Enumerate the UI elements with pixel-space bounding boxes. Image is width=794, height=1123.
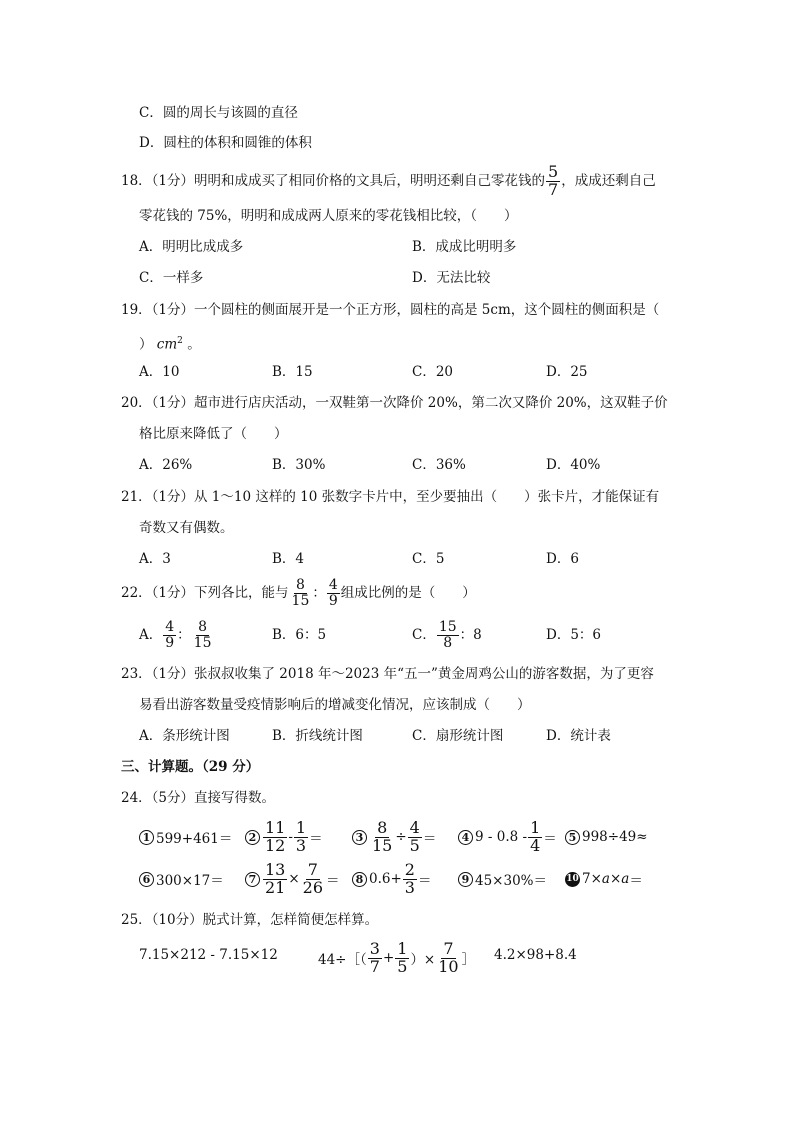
q22-text-post: 组成比例的是（ ） (340, 585, 476, 602)
q24-item-7-frac-2 (301, 859, 325, 897)
q22-a-f2-denominator: 15 (193, 634, 212, 651)
q18-option-b: B．成成比明明多 (412, 239, 517, 255)
q24-item-4-n: 1 (530, 817, 541, 837)
q24-item-6-expr: 300×17＝ (156, 873, 224, 889)
q22-option-b: B．6：5 (272, 627, 327, 643)
q18-option-c: C．一样多 (139, 270, 204, 286)
q22-colon: ： (312, 585, 326, 602)
q20-option-d: D．40% (546, 457, 601, 473)
circled-number-4: 4 (458, 830, 473, 845)
q22-c-numerator: 15 (438, 619, 457, 635)
q18-fraction (546, 164, 560, 199)
q18-stem-line1 (121, 164, 656, 199)
q22-option-a-label: A． (139, 627, 163, 644)
q19-text-b: 。 (187, 336, 201, 353)
q25-expr-2-plus: + (382, 950, 395, 966)
q20-option-c: C．36% (412, 457, 466, 473)
q24-item-4-eq: ＝ (543, 831, 557, 847)
q24-item-10-eq: ＝ (629, 873, 643, 889)
q19-stem-line2 (139, 331, 201, 355)
q20-stem-line2: 格比原来降低了（ ） (139, 426, 288, 442)
q25-expr-3: 4.2×98+8.4 (494, 947, 577, 963)
q25-expr-2-frac-2 (395, 938, 409, 976)
q25-expr-2-n1: 3 (369, 938, 380, 958)
q24-item-4-frac (528, 817, 542, 855)
q22-a-frac-2 (192, 620, 214, 650)
q24-item-1 (139, 822, 232, 852)
q24-item-3 (352, 818, 436, 856)
q24-item-4-d: 4 (530, 835, 541, 855)
q21-option-c: C．5 (412, 551, 445, 567)
q20-option-a: A．26% (139, 457, 193, 473)
q22-fraction-2 (327, 578, 340, 608)
q24-item-2-n2: 1 (295, 817, 307, 837)
q24-item-7-frac-1 (263, 859, 287, 897)
q18-stem-line2: 零花钱的 75%，明明和成成两人原来的零花钱相比较，（ ） (139, 208, 518, 224)
q18-text-b: ，成成还剩自己 (561, 173, 656, 190)
q23-option-c: C．扇形统计图 (412, 728, 504, 744)
q22-f2-numerator: 4 (328, 577, 338, 593)
q23-stem-line1: 23．（1分）张叔叔收集了 2018 年～2023 年“五一”黄金周鸡公山的游客数据，为了更容 (121, 666, 654, 682)
q25-expr-2-n2: 1 (397, 938, 408, 958)
q19-unit-sup: 2 (177, 336, 183, 346)
q23-stem-line2: 易看出游客数量受疫情影响后的增减变化情况，应该制成（ ） (139, 697, 531, 713)
q22-c-denominator: 8 (443, 634, 453, 651)
q24-item-3-eq: ＝ (422, 831, 437, 847)
q22-a-colon: ： (177, 627, 191, 644)
q24-item-10-var-1: a (601, 871, 610, 887)
q24-item-4-expr: 9 - 0.8 - (475, 829, 528, 845)
q24-item-7-n2: 7 (307, 859, 318, 879)
q22-c-post: ：8 (459, 627, 482, 644)
q24-item-5-expr: 998÷49≈ (582, 829, 648, 845)
q24-item-3-d2: 5 (409, 835, 420, 855)
q25-expr-2-d2: 5 (397, 956, 408, 976)
q24-item-2-op: - (288, 829, 293, 845)
q24-item-10-expr: 7× (582, 871, 602, 887)
section-3-heading: 三、计算题。（29 分） (121, 759, 260, 775)
q23-option-a: A．条形统计图 (139, 728, 230, 744)
q20-stem-line1: 20．（1分）超市进行店庆活动，一双鞋第一次降价 20%，第二次又降价 20%，这双鞋子价 (121, 395, 668, 411)
q24-item-4 (458, 818, 557, 856)
q24-item-10 (565, 864, 643, 894)
q24-item-10-var-2: a (621, 871, 630, 887)
q24-item-10-times: × (609, 871, 622, 887)
q24-item-7-op: × (288, 871, 300, 887)
q22-option-c-label: C． (412, 627, 436, 644)
q24-item-2 (245, 818, 323, 856)
circled-number-1: 1 (139, 830, 154, 845)
q19-option-b: B．15 (272, 364, 313, 380)
q20-option-b: B．30% (272, 457, 326, 473)
q24-item-7-d1: 21 (265, 877, 286, 897)
circled-number-10: 10 (565, 872, 580, 887)
q19-option-d: D．25 (546, 364, 588, 380)
q19-unit: cm (156, 336, 178, 353)
q24-item-2-eq: ＝ (309, 831, 323, 847)
q22-c-frac (437, 620, 459, 650)
q24-item-2-frac-1 (263, 817, 287, 855)
q22-fraction-1 (290, 578, 312, 608)
q19-stem-line1: 19．（1分）一个圆柱的侧面展开是一个正方形，圆柱的高是 5cm，这个圆柱的侧面积是（ (121, 302, 660, 318)
q18-frac-denominator: 7 (548, 179, 559, 199)
circled-number-5: 5 (565, 830, 580, 845)
q24-title: 24．（5分）直接写得数。 (121, 790, 276, 806)
q18-option-a: A．明明比成成多 (139, 239, 244, 255)
q19-option-c: C．20 (412, 364, 454, 380)
q22-stem (121, 578, 476, 608)
q24-item-7-n1: 13 (265, 859, 286, 879)
q24-item-3-frac-2 (408, 817, 422, 855)
q24-item-3-d1: 15 (372, 835, 393, 855)
circled-number-9: 9 (458, 872, 473, 887)
q24-item-7 (245, 860, 340, 898)
q23-option-d: D．统计表 (546, 728, 611, 744)
q17-option-d: D．圆柱的体积和圆锥的体积 (139, 135, 312, 151)
q25-expr-2 (318, 938, 475, 978)
q23-option-b: B．折线统计图 (272, 728, 363, 744)
q18-frac-numerator: 5 (548, 162, 559, 181)
q24-item-9 (458, 864, 547, 894)
q22-f1-numerator: 8 (295, 577, 305, 593)
q21-stem-line1: 21．（1分）从 1～10 这样的 10 张数字卡片中，至少要抽出（ ）张卡片，才能保证有 (121, 489, 660, 505)
q22-a-frac-1 (163, 620, 176, 650)
q21-stem-line2: 奇数又有偶数。 (139, 520, 234, 536)
q22-option-a (139, 620, 215, 650)
q24-item-8-n: 2 (404, 859, 415, 879)
q25-expr-2-n3: 7 (443, 938, 454, 958)
q22-a-f1-numerator: 4 (165, 619, 175, 635)
q21-option-b: B．4 (272, 551, 305, 567)
q25-expr-1: 7.15×212 - 7.15×12 (139, 947, 278, 963)
q22-f1-denominator: 15 (291, 592, 310, 609)
circled-number-6: 6 (139, 872, 154, 887)
q24-item-2-frac-2 (294, 817, 308, 855)
q24-item-3-frac-1 (370, 817, 394, 855)
q24-item-3-op: ÷ (395, 829, 407, 845)
q24-item-8 (352, 860, 431, 898)
q24-item-3-n1: 8 (377, 817, 388, 837)
q24-item-8-eq: ＝ (417, 873, 432, 889)
q24-item-3-n2: 4 (409, 817, 420, 837)
q22-option-d: D．5：6 (546, 627, 602, 643)
q25-expr-2-close: ］ (461, 952, 476, 968)
q24-item-5 (565, 822, 648, 852)
q24-item-2-d2: 3 (295, 835, 307, 855)
q24-item-8-frac (403, 859, 417, 897)
circled-number-8: 8 (352, 872, 367, 887)
q25-expr-2-d3: 10 (438, 956, 459, 976)
q25-title: 25．（10分）脱式计算，怎样简便怎样算。 (121, 912, 379, 928)
q21-option-d: D．6 (546, 551, 579, 567)
q18-option-d: D．无法比较 (412, 270, 491, 286)
q24-item-8-expr: 0.6+ (369, 871, 402, 887)
circled-number-7: 7 (245, 872, 260, 887)
q18-text-a: 18．（1分）明明和成成买了相同价格的文具后，明明还剩自己零花钱的 (121, 173, 546, 190)
q22-option-c (412, 620, 482, 650)
q25-expr-2-frac-3 (436, 938, 460, 976)
q24-item-2-d1: 12 (265, 835, 286, 855)
q24-item-2-n1: 11 (265, 817, 286, 837)
q22-text-pre: 22．（1分）下列各比，能与 (121, 585, 289, 602)
q25-expr-2-d1: 7 (369, 956, 380, 976)
circled-number-2: 2 (245, 830, 260, 845)
q21-option-a: A．3 (139, 551, 171, 567)
q24-item-1-expr: 599+461＝ (156, 831, 233, 847)
q22-a-f2-numerator: 8 (198, 619, 208, 635)
q22-a-f1-denominator: 9 (165, 634, 175, 651)
q25-expr-2-mid: ）× (410, 952, 436, 968)
q25-expr-2-open: 44÷［（ (318, 952, 367, 968)
q19-text-a: ） (139, 336, 153, 353)
q24-item-7-d2: 26 (302, 877, 324, 897)
circled-number-3: 3 (352, 830, 367, 845)
q19-option-a: A．10 (139, 364, 180, 380)
q24-item-9-expr: 45×30%＝ (475, 873, 547, 889)
q24-item-8-d: 3 (404, 877, 415, 897)
q22-f2-denominator: 9 (328, 592, 338, 609)
q17-option-c: C．圆的周长与该圆的直径 (139, 105, 298, 121)
q24-item-7-eq: ＝ (326, 873, 340, 889)
q25-expr-2-frac-1 (368, 938, 382, 976)
q24-item-6 (139, 864, 224, 894)
